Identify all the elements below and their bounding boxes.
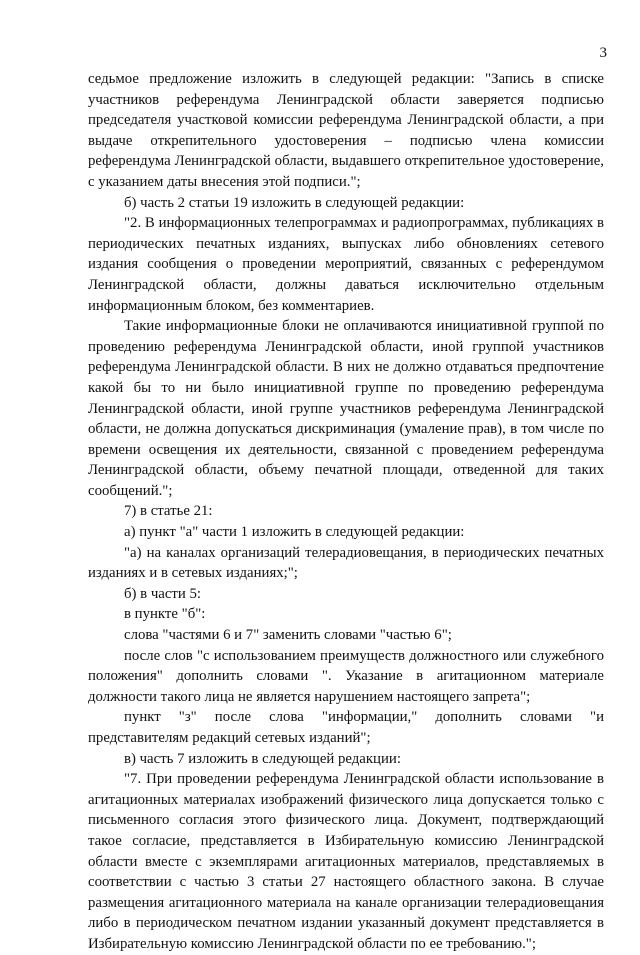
paragraph-article-19-part-2: "2. В информационных телепрограммах и радиопрограммах, публикациях в периодических печатных изданиях, выпусках либо обновлениях сетевого издания сообщения о проведении мероприятий, связанных с референдумом Ленинградской области, должны даваться исключительно отдельным информационным блоком, без комментариев. [88,215,604,314]
paragraph-item-v-part-7: в) часть 7 изложить в следующей редакции: [124,750,401,767]
paragraph-information-blocks: Такие информационные блоки не оплачиваются инициативной группой по проведению референдума Ленинградской области, иной группой участников референдума Ленинградской области. В них не должно отдаваться предпочтение какой бы то ни было инициативной группе по проведению референдума Ленинградской области, иной группе участников референдума Ленинградской области, не должна допускаться дискриминация (умаление прав), в том числе по времени освещения их деятельности, связанной с проведением референдума Ленинградской области, объему печатной площади, отведенной для таких сообщений."; [88,318,604,499]
paragraph-item-b-article-19: б) часть 2 статьи 19 изложить в следующей редакции: [124,194,465,211]
paragraph-point-z: пункт "з" после слова "информации," дополнить словами "и представителям редакций сетевых изданий"; [88,709,604,746]
paragraph-item-7-article-21: 7) в статье 21: [124,503,213,520]
paragraph-after-words: после слов "с использованием преимуществ должностного или служебного положения" дополнить словами ". Указание в агитационном материале должности такого лица не является нарушением настоящего запрета"; [88,647,604,705]
page-number: 3 [599,45,607,61]
paragraph-point-b: в пункте "б": [124,606,206,623]
paragraph-item-b-part-5: б) в части 5: [124,585,202,602]
paragraph-item-a-part-1: а) пункт "а" части 1 изложить в следующей редакции: [124,524,465,541]
paragraph-seventh-sentence: седьмое предложение изложить в следующей редакции: "Запись в списке участников референдума Ленинградской области заверяется подписью председателя участковой комиссии референдума Ленинградской области, а при выдаче открепительного удостоверения – подписью члена комиссии референдума Ленинградской области, выдавшего открепительное удостоверение, с указанием даты внесения этой подписи."; [88,71,604,190]
paragraph-words-replacement: слова "частями 6 и 7" заменить словами "частью 6"; [124,627,452,644]
paragraph-point-a-text: "а) на каналах организаций телерадиовещания, в периодических печатных изданиях и в сетевых изданиях;"; [88,544,604,582]
paragraph-part-7-text: "7. При проведении референдума Ленинградской области использование в агитационных материалах изображений физического лица допускается только с письменного согласия этого физического лица. Документ, подтверждающий такое согласие, представляется в Избирательную комиссию Ленинградской области вместе с экземплярами агитационных материалов, представляемых в соответствии с частью 3 статьи 27 настоящего областного закона. В случае размещения агитационного материала на канале организации телерадиовещания либо в периодическом печатном издании указанный документ представляется в Избирательную комиссию Ленинградской области по ее требованию."; [88,771,604,952]
document-body [88,69,604,955]
